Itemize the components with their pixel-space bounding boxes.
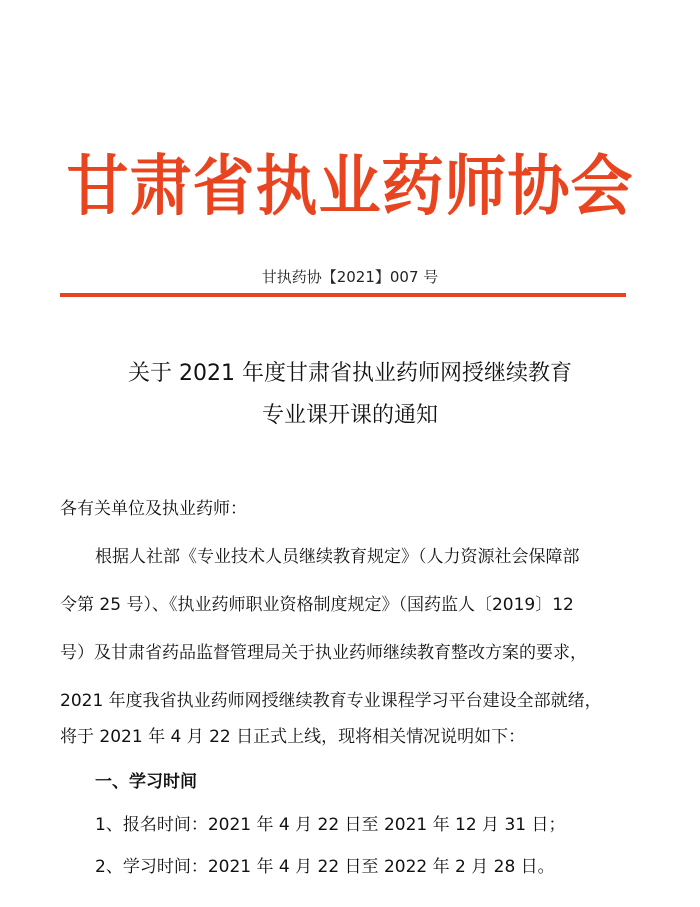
paragraph-line: 2021 年度我省执业药师网授继续教育专业课程学习平台建设全部就绪， <box>60 691 602 711</box>
paragraph-line: 根据人社部《专业技术人员继续教育规定》（人力资源社会保障部 <box>95 547 580 567</box>
notice-title-line-1: 关于 2021 年度甘肃省执业药师网授继续教育 <box>128 361 572 386</box>
list-item: 1、报名时间：2021 年 4 月 22 日至 2021 年 12 月 31 日； <box>95 815 566 835</box>
list-item: 2、学习时间：2021 年 4 月 22 日至 2022 年 2 月 28 日。 <box>95 857 555 877</box>
document-number: 甘执药协【2021】007 号 <box>261 268 439 286</box>
paragraph-line: 号）及甘肃省药品监督管理局关于执业药师继续教育整改方案的要求， <box>60 643 587 663</box>
paragraph-line: 将于 2021 年 4 月 22 日正式上线，现将相关情况说明如下： <box>60 727 526 747</box>
salutation: 各有关单位及执业药师： <box>60 499 247 519</box>
notice-title-line-2: 专业课开课的通知 <box>261 403 438 428</box>
paragraph-line: 令第 25 号）、《执业药师职业资格制度规定》（国药监人〔2019〕12 <box>60 595 574 615</box>
section-heading: 一、学习时间 <box>95 772 197 792</box>
red-divider-line <box>60 293 626 297</box>
organization-header: 甘肃省执业药师协会 <box>66 147 634 225</box>
